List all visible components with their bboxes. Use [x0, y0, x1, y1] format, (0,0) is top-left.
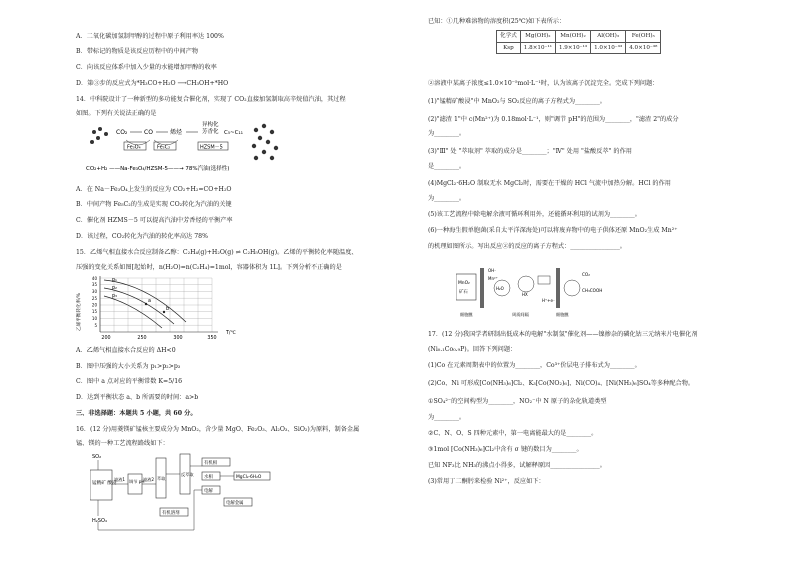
q15-curve-p3: [104, 296, 162, 328]
mech-mn-label: Mn²⁺: [488, 276, 498, 281]
q14-stem-line1: 14．中科院设计了一种新型的多功能复合催化剂，实现了 CO₂直接加氢制取高辛烷值汽油，其过程: [76, 96, 346, 103]
flow-aqueous-phase-box: 水相: [204, 475, 213, 480]
q14-olefin-label: 烯烃: [170, 129, 183, 136]
q15-stem-line1: 15．乙烯气相直接水合反应制备乙醇：C₂H₄(g)+H₂O(g) ⇌ C₂H₅OH(g)。乙烯的平衡转化率随温度、: [76, 249, 358, 256]
ksp-value: 4.0×10⁻³⁸: [626, 42, 661, 54]
q15-x-tick: 200: [101, 336, 111, 341]
q17-line: (Ni₀.₁Co₀.₉P)。回答下列问题：: [428, 346, 517, 353]
q16-line: (3)"Ⅲ" 处 "萃取剂" 萃取的成分是________；"Ⅳ" 处用 "盐酸反萃" 的作用: [428, 148, 632, 155]
ksp-header: Mg(OH)₂: [520, 31, 555, 43]
q17-line: (1)Co 在元素周期表中的位置为________，Co³⁺价层电子排布式为________。: [428, 362, 641, 369]
q14-fe5c2-label: Fe₅C₂: [157, 144, 171, 151]
q16-line: ②溶液中某离子浓度≤1.0×10⁻⁵mol·L⁻¹时，认为该离子沉淀完全。完成下列问题：: [428, 80, 659, 87]
q15-option-c: C．图中 a 点对应的平衡常数 K=5/16: [76, 378, 183, 385]
flow-back-extraction-box: 反萃取: [181, 472, 194, 477]
flow-mgcl2-box: MgCl₂·6H₂O: [236, 475, 262, 480]
q15-y-tick: 15: [91, 309, 97, 314]
q15-point-a: [145, 303, 147, 305]
mech-h2o-label: H₂O: [496, 286, 504, 291]
q17-line: 为________。: [428, 414, 466, 421]
mech-membrane2-label: 周质间隔: [512, 312, 529, 317]
q13-option-b: B．带标记的物质是该反应历程中的中间产物: [76, 48, 199, 55]
known-intro: 已知：①几种难溶物的溶度积(25℃)如下表所示：: [428, 18, 566, 25]
q15-x-tick: 300: [173, 336, 183, 341]
q15-x-axis-label: T/℃: [226, 331, 236, 336]
mech-hp-label: H⁺+e⁻: [542, 298, 556, 303]
mech-oh-label: OH⁻: [488, 268, 497, 273]
flow-extraction-box: 萃取: [157, 476, 166, 481]
mech-acetic-acid-label: CH₃COOH: [582, 288, 603, 293]
q15-y-tick: 30: [91, 289, 97, 294]
q16-line: (2)"滤渣 1"中 c(Mn²⁺)为 0.18mol·L⁻¹，则"调节 pH"的范围为________，"滤渣 2"的成分: [428, 116, 679, 123]
q14-stem-line2: 如图。下列有关说法正确的是: [76, 110, 157, 117]
mech-co2-label: CO₂: [582, 272, 590, 277]
q15-chart: [76, 272, 256, 344]
q16-line: (6)一种海生假单胞菌(采自太平洋深海处)可以将废弃物中的电子供体还原 MnO₂生成 Mn²⁺: [428, 227, 678, 234]
q15-y-axis-label: 乙烯平衡转化率/%: [77, 292, 82, 332]
q14-option-b: B．中间产物 Fe₅C₂的生成是实现 CO₂转化为汽油的关键: [76, 201, 232, 208]
flow-so2-label: SO₂: [92, 454, 102, 460]
q16-stem-line2: 锰、镁的一种工艺流程路线如下：: [76, 440, 169, 447]
q14-fe3o4-label: Fe₃O₄: [127, 144, 141, 151]
q15-point-b-label: b: [166, 307, 170, 312]
q15-option-d: D．达到平衡状态 a、b 所需要的时间：a>b: [76, 394, 199, 401]
q16-flow-diagram: [90, 450, 290, 550]
q14-option-a: A．在 Na－Fe₃O₄上发生的反应为 CO₂+H₂=CO+H₂O: [76, 186, 232, 193]
q14-molecule-cluster-icon: [252, 124, 278, 160]
flow-leach-box: 锰精矿 酸浸: [92, 481, 117, 486]
mech-membrane-bar: [480, 268, 484, 308]
q14-option-d: D．该过程，CO₂转化为汽油的转化率高达 78%: [76, 233, 208, 240]
q16-line: 是________。: [428, 163, 466, 170]
q13-option-d: D．第③步的反应式为*H₃CO+H₂O ⟶CH₃OH+*HO: [76, 80, 229, 87]
flow-organic-solvent-box: 有机溶剂: [162, 511, 180, 516]
ksp-value: 1.0×10⁻³³: [591, 42, 626, 54]
q16-line: (1)"锰精矿酸浸"中 MnO₂与 SO₂反应的离子方程式为________。: [428, 98, 606, 105]
ksp-header: Mn(OH)₂: [555, 31, 590, 43]
q15-curve-label-p2: p₂: [112, 286, 117, 291]
flow-electrolytic-metal-box: 电解金属: [226, 501, 244, 506]
q17-line: ③1mol [Co(NH₃)₆]Cl₂中含有 σ 键的数目为________。: [428, 446, 583, 453]
flow-organic-phase-box: 有机相: [204, 461, 218, 466]
right-column: [428, 0, 793, 562]
ksp-value: 1.8×10⁻¹¹: [520, 42, 555, 54]
q16-mechanism-diagram: [456, 266, 626, 318]
q17-line: ②C、N、O、S 四种元素中，第一电离能最大的是________。: [428, 430, 598, 437]
q13-option-c: C．向该反应体系中加入少量的水能增加甲醇的收率: [76, 64, 217, 71]
ksp-table: [496, 30, 661, 54]
q16-line: (4)MgCl₂·6H₂O 制取无水 MgCl₂时，需要在干燥的 HCl 气流中加热分解。HCl 的作用: [428, 180, 671, 187]
q16-stem-line1: 16．(12 分)用菱镁矿锰核主要成分为 MnO₂，含少量 MgO、Fe₂O₃、Al₂O₃、SiO₂)为原料，制备金属: [76, 426, 360, 433]
q17-line: 已知 NF₃比 NH₃的沸点小得多，试解释原因________________。: [428, 462, 606, 469]
q15-curve-label-p1: p₁: [112, 278, 117, 283]
q14-c5c11-label: C₅~C₁₁: [224, 130, 243, 136]
flow-filtrate1-label: 滤液1: [114, 477, 126, 482]
ksp-header: Fe(OH)₃: [626, 31, 661, 43]
ksp-row-label: Ksp: [497, 42, 521, 54]
mech-membrane-bar: [556, 268, 560, 308]
q13-option-a: A．二氧化碳加氢制甲醇的过程中原子利用率达 100%: [76, 33, 224, 40]
flow-h2so4-label: H₂SO₄: [92, 518, 107, 524]
q16-line: 为________。: [428, 195, 466, 202]
flow-electrolysis-box: 电解: [204, 489, 213, 494]
ksp-value: 1.9×10⁻¹³: [555, 42, 590, 54]
q15-option-a: A．乙烯气相直接水合反应的 ΔH<0: [76, 347, 176, 354]
q14-option-c: C．催化剂 HZMS－5 可以提高汽油中芳香烃的平衡产率: [76, 217, 233, 224]
flow-filtrate2-label: 滤液2: [143, 477, 155, 482]
q14-process-diagram: [86, 120, 286, 182]
mech-hx-label: HX: [522, 292, 528, 297]
q14-co-label: CO: [144, 129, 153, 136]
q16-line: 的机理如图所示。写出反应②的反应的离子方程式：________________。: [428, 243, 626, 250]
q15-curve-label-p3: p₃: [112, 294, 117, 299]
q16-line: (5)该工艺流程中除电解余液可循环利用外，还能循环利用的试剂为________。: [428, 211, 641, 218]
q17-line: 17．(12 分)我国学者研制出低成本的电解"水制氢"催化剂——镍掺杂的磷化钴三元纳米片电催化剂: [428, 331, 698, 338]
flow-adjust-ph-box: 调节 pH: [129, 479, 145, 484]
mech-ore-label: 矿石: [459, 290, 468, 295]
q14-isomerization-label: 异构化: [202, 122, 219, 128]
q15-point-a-label: a: [148, 299, 151, 304]
q15-x-tick: 350: [207, 336, 217, 341]
q15-y-tick: 40: [91, 276, 97, 281]
q15-x-tick: 250: [137, 336, 147, 341]
ksp-header: Al(OH)₃: [591, 31, 626, 43]
q17-line: (3)常用丁二酮肟来检验 Ni²⁺，反应如下：: [428, 478, 545, 485]
left-column: [76, 0, 441, 562]
section-heading: 三、非选择题：本题共 5 小题，共 60 分。: [76, 410, 197, 417]
q15-stem-line2: 压强的变化关系如图[起始时，n(H₂O)=n(C₂H₄)=1mol，容器体积为 1L]。下列分析不正确的是: [76, 264, 342, 271]
q17-line: (2)Co、Ni 可形成[Co(NH₃)₆]Cl₂、K₃[Co(NO₂)₆]、Ni(CO)₄、[Ni(NH₃)₆]SO₄等多种配合物。: [428, 380, 695, 387]
mech-membrane1-label: 细胞膜: [460, 312, 473, 317]
q15-point-b: [163, 311, 165, 313]
ksp-header: 化学式: [497, 31, 521, 43]
q15-y-tick: 10: [91, 316, 97, 321]
q14-aromatization-label: 芳香化: [202, 129, 219, 135]
q16-line: 为________。: [428, 130, 466, 137]
q14-co2-label: CO₂: [116, 129, 128, 136]
q17-line: ①SO₄²⁻的空间构型为________，NO₂⁻中 N 原子的杂化轨道类型: [428, 398, 607, 405]
q15-option-b: B．图中压强的大小关系为 p₁>p₂>p₃: [76, 363, 181, 370]
q14-hzsm5-label: HZSM－5: [200, 144, 223, 151]
mech-mno2-label: MnO₂: [458, 281, 470, 286]
mech-membrane3-label: 细胞膜: [556, 312, 569, 317]
q15-y-tick: 20: [91, 302, 97, 308]
q15-y-tick: 5: [94, 323, 97, 328]
q15-y-tick: 25: [91, 296, 97, 301]
q15-y-tick: 35: [91, 282, 97, 287]
q14-equation: CO₂+H₂ ——Na-Fe₃O₄/HZSM-5——→ 78%汽油(选择性): [86, 166, 230, 172]
